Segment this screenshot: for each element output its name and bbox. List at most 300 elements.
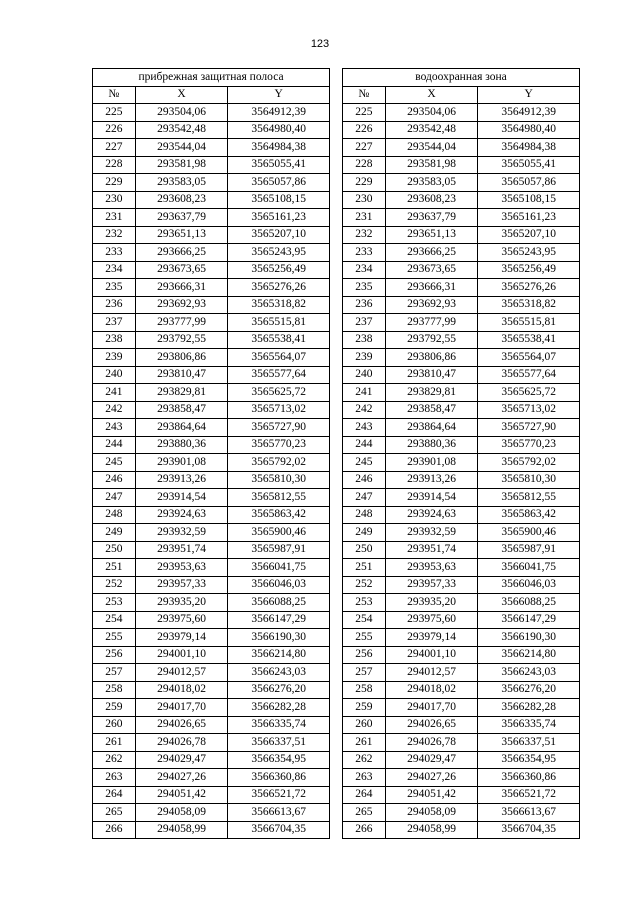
cell-y: 3565276,26 — [228, 279, 330, 297]
table-title: водоохранная зона — [343, 69, 580, 87]
cell-x: 294001,10 — [385, 646, 478, 664]
table-row — [93, 804, 330, 822]
cell-number: 231 — [343, 209, 386, 227]
cell-y: 3565057,86 — [228, 174, 330, 192]
table-row — [343, 436, 580, 454]
cell-y: 3565812,55 — [478, 489, 580, 507]
cell-y: 3565538,41 — [228, 331, 330, 349]
table-row — [93, 629, 330, 647]
table-row — [93, 454, 330, 472]
cell-number: 254 — [343, 611, 386, 629]
cell-x: 293608,23 — [135, 191, 228, 209]
cell-x: 293666,31 — [385, 279, 478, 297]
cell-number: 252 — [93, 576, 136, 594]
cell-y: 3564984,38 — [228, 139, 330, 157]
table-row — [343, 209, 580, 227]
cell-number: 257 — [93, 664, 136, 682]
table-row — [343, 244, 580, 262]
cell-number: 244 — [343, 436, 386, 454]
table-row — [93, 786, 330, 804]
cell-y: 3565207,10 — [228, 226, 330, 244]
cell-y: 3566243,03 — [228, 664, 330, 682]
table-row — [93, 576, 330, 594]
table-row — [93, 366, 330, 384]
cell-y: 3565713,02 — [228, 401, 330, 419]
cell-number: 260 — [93, 716, 136, 734]
cell-y: 3564912,39 — [478, 104, 580, 122]
cell-x: 293829,81 — [385, 384, 478, 402]
cell-y: 3565792,02 — [478, 454, 580, 472]
cell-number: 253 — [343, 594, 386, 612]
cell-y: 3566041,75 — [228, 559, 330, 577]
cell-x: 293544,04 — [135, 139, 228, 157]
cell-number: 232 — [343, 226, 386, 244]
cell-x: 294026,78 — [135, 734, 228, 752]
cell-number: 227 — [343, 139, 386, 157]
cell-y: 3565810,30 — [228, 471, 330, 489]
table-row — [343, 191, 580, 209]
cell-x: 293913,26 — [135, 471, 228, 489]
cell-number: 246 — [343, 471, 386, 489]
cell-x: 293792,55 — [385, 331, 478, 349]
cell-y: 3565812,55 — [228, 489, 330, 507]
cell-x: 294026,65 — [135, 716, 228, 734]
cell-y: 3566704,35 — [478, 821, 580, 839]
cell-y: 3566243,03 — [478, 664, 580, 682]
cell-y: 3566613,67 — [228, 804, 330, 822]
table-body — [343, 104, 580, 839]
table-row — [343, 471, 580, 489]
table-row — [343, 786, 580, 804]
cell-y: 3566190,30 — [228, 629, 330, 647]
cell-y: 3565515,81 — [228, 314, 330, 332]
cell-y: 3565256,49 — [478, 261, 580, 279]
cell-x: 293932,59 — [135, 524, 228, 542]
table-row — [343, 664, 580, 682]
table-row — [343, 646, 580, 664]
cell-y: 3566521,72 — [228, 786, 330, 804]
cell-number: 240 — [93, 366, 136, 384]
cell-x: 293864,64 — [135, 419, 228, 437]
table-row — [93, 209, 330, 227]
table-row — [93, 524, 330, 542]
table-row — [343, 384, 580, 402]
cell-y: 3565564,07 — [478, 349, 580, 367]
table-row — [93, 384, 330, 402]
cell-y: 3565055,41 — [228, 156, 330, 174]
cell-x: 293957,33 — [385, 576, 478, 594]
cell-number: 233 — [93, 244, 136, 262]
cell-y: 3565863,42 — [228, 506, 330, 524]
table-row — [93, 699, 330, 717]
cell-x: 293651,13 — [135, 226, 228, 244]
table-row — [343, 506, 580, 524]
cell-y: 3565863,42 — [478, 506, 580, 524]
cell-y: 3566282,28 — [228, 699, 330, 717]
cell-y: 3565792,02 — [228, 454, 330, 472]
cell-x: 293581,98 — [385, 156, 478, 174]
cell-y: 3566088,25 — [478, 594, 580, 612]
table-row — [93, 646, 330, 664]
cell-y: 3566190,30 — [478, 629, 580, 647]
cell-number: 247 — [93, 489, 136, 507]
cell-number: 228 — [93, 156, 136, 174]
cell-number: 256 — [343, 646, 386, 664]
cell-y: 3565727,90 — [228, 419, 330, 437]
cell-x: 293979,14 — [135, 629, 228, 647]
cell-x: 293777,99 — [385, 314, 478, 332]
cell-number: 242 — [93, 401, 136, 419]
table-row — [93, 471, 330, 489]
cell-number: 252 — [343, 576, 386, 594]
table-row — [93, 611, 330, 629]
cell-number: 262 — [343, 751, 386, 769]
table-row — [93, 419, 330, 437]
cell-y: 3565057,86 — [478, 174, 580, 192]
table-row — [343, 559, 580, 577]
cell-number: 250 — [93, 541, 136, 559]
cell-y: 3565770,23 — [478, 436, 580, 454]
cell-y: 3565515,81 — [478, 314, 580, 332]
table-row — [93, 734, 330, 752]
cell-number: 248 — [343, 506, 386, 524]
column-header-x: X — [385, 86, 478, 104]
cell-y: 3565276,26 — [478, 279, 580, 297]
cell-y: 3566276,20 — [478, 681, 580, 699]
table-body — [93, 104, 330, 839]
cell-y: 3566335,74 — [228, 716, 330, 734]
table-row — [93, 541, 330, 559]
table-row — [93, 594, 330, 612]
cell-number: 237 — [343, 314, 386, 332]
table-row — [93, 191, 330, 209]
cell-x: 294018,02 — [385, 681, 478, 699]
table-row — [343, 734, 580, 752]
cell-x: 294058,09 — [135, 804, 228, 822]
table-row — [343, 489, 580, 507]
cell-number: 259 — [343, 699, 386, 717]
table-row — [93, 716, 330, 734]
table-row — [343, 139, 580, 157]
table-row — [343, 121, 580, 139]
table-row — [93, 174, 330, 192]
cell-number: 225 — [93, 104, 136, 122]
cell-number: 244 — [93, 436, 136, 454]
cell-y: 3565577,64 — [478, 366, 580, 384]
cell-y: 3565900,46 — [478, 524, 580, 542]
cell-x: 293914,54 — [385, 489, 478, 507]
cell-number: 263 — [93, 769, 136, 787]
table-row — [343, 524, 580, 542]
cell-y: 3566046,03 — [478, 576, 580, 594]
cell-number: 239 — [343, 349, 386, 367]
cell-x: 293666,25 — [135, 244, 228, 262]
table-row — [343, 296, 580, 314]
cell-x: 293979,14 — [385, 629, 478, 647]
table-row — [93, 156, 330, 174]
cell-number: 251 — [343, 559, 386, 577]
cell-y: 3566360,86 — [228, 769, 330, 787]
cell-number: 235 — [343, 279, 386, 297]
cell-number: 253 — [93, 594, 136, 612]
cell-number: 261 — [343, 734, 386, 752]
table-row — [93, 226, 330, 244]
cell-number: 231 — [93, 209, 136, 227]
cell-y: 3565207,10 — [478, 226, 580, 244]
cell-number: 230 — [93, 191, 136, 209]
table-row — [93, 436, 330, 454]
page-number: 123 — [310, 38, 330, 50]
cell-number: 246 — [93, 471, 136, 489]
cell-y: 3565108,15 — [478, 191, 580, 209]
table-row — [93, 121, 330, 139]
cell-number: 258 — [93, 681, 136, 699]
cell-number: 240 — [343, 366, 386, 384]
table-row — [343, 331, 580, 349]
cell-number: 261 — [93, 734, 136, 752]
cell-x: 293810,47 — [135, 366, 228, 384]
cell-x: 293953,63 — [385, 559, 478, 577]
cell-number: 242 — [343, 401, 386, 419]
cell-x: 293864,64 — [385, 419, 478, 437]
cell-y: 3565108,15 — [228, 191, 330, 209]
cell-x: 294026,78 — [385, 734, 478, 752]
cell-x: 293673,65 — [135, 261, 228, 279]
cell-y: 3565625,72 — [228, 384, 330, 402]
cell-y: 3566337,51 — [478, 734, 580, 752]
cell-number: 232 — [93, 226, 136, 244]
cell-x: 293951,74 — [385, 541, 478, 559]
cell-y: 3565256,49 — [228, 261, 330, 279]
cell-x: 293858,47 — [385, 401, 478, 419]
cell-number: 238 — [93, 331, 136, 349]
cell-y: 3566214,80 — [228, 646, 330, 664]
cell-number: 239 — [93, 349, 136, 367]
cell-x: 294029,47 — [135, 751, 228, 769]
cell-number: 234 — [343, 261, 386, 279]
cell-number: 250 — [343, 541, 386, 559]
cell-y: 3566354,95 — [228, 751, 330, 769]
cell-y: 3566360,86 — [478, 769, 580, 787]
cell-number: 226 — [93, 121, 136, 139]
cell-y: 3566147,29 — [478, 611, 580, 629]
cell-x: 293901,08 — [135, 454, 228, 472]
cell-y: 3564980,40 — [478, 121, 580, 139]
cell-number: 243 — [93, 419, 136, 437]
table-row — [93, 331, 330, 349]
cell-number: 266 — [93, 821, 136, 839]
table-row — [343, 279, 580, 297]
table-row — [93, 349, 330, 367]
cell-y: 3565243,95 — [478, 244, 580, 262]
cell-number: 241 — [93, 384, 136, 402]
cell-x: 293637,79 — [135, 209, 228, 227]
cell-x: 294018,02 — [135, 681, 228, 699]
cell-number: 263 — [343, 769, 386, 787]
cell-number: 234 — [93, 261, 136, 279]
column-header-y: Y — [228, 86, 330, 104]
cell-y: 3565727,90 — [478, 419, 580, 437]
cell-x: 293810,47 — [385, 366, 478, 384]
cell-y: 3566088,25 — [228, 594, 330, 612]
cell-x: 294017,70 — [135, 699, 228, 717]
cell-y: 3565318,82 — [478, 296, 580, 314]
cell-x: 293583,05 — [135, 174, 228, 192]
column-header-number: № — [343, 86, 386, 104]
cell-number: 230 — [343, 191, 386, 209]
cell-x: 294017,70 — [385, 699, 478, 717]
cell-x: 293957,33 — [135, 576, 228, 594]
cell-x: 293951,74 — [135, 541, 228, 559]
table-row — [93, 401, 330, 419]
cell-x: 293504,06 — [385, 104, 478, 122]
cell-x: 294051,42 — [385, 786, 478, 804]
cell-number: 237 — [93, 314, 136, 332]
cell-number: 235 — [93, 279, 136, 297]
cell-x: 294012,57 — [135, 664, 228, 682]
cell-x: 293673,65 — [385, 261, 478, 279]
cell-y: 3565713,02 — [478, 401, 580, 419]
cell-y: 3565625,72 — [478, 384, 580, 402]
cell-x: 294051,42 — [135, 786, 228, 804]
cell-number: 265 — [93, 804, 136, 822]
table-row — [93, 279, 330, 297]
cell-x: 293692,93 — [135, 296, 228, 314]
cell-x: 293666,31 — [135, 279, 228, 297]
cell-number: 262 — [93, 751, 136, 769]
cell-x: 293651,13 — [385, 226, 478, 244]
cell-x: 294029,47 — [385, 751, 478, 769]
table-row — [343, 751, 580, 769]
cell-number: 256 — [93, 646, 136, 664]
cell-x: 294012,57 — [385, 664, 478, 682]
cell-y: 3566704,35 — [228, 821, 330, 839]
cell-x: 294058,99 — [385, 821, 478, 839]
table-row — [343, 699, 580, 717]
table-row — [343, 226, 580, 244]
table-row — [93, 751, 330, 769]
cell-x: 293953,63 — [135, 559, 228, 577]
cell-y: 3566521,72 — [478, 786, 580, 804]
cell-number: 265 — [343, 804, 386, 822]
cell-y: 3565538,41 — [478, 331, 580, 349]
cell-y: 3565161,23 — [478, 209, 580, 227]
table-row — [343, 156, 580, 174]
table-coastal-protective-strip — [92, 68, 330, 839]
cell-number: 226 — [343, 121, 386, 139]
table-row — [93, 664, 330, 682]
cell-y: 3565564,07 — [228, 349, 330, 367]
cell-number: 245 — [343, 454, 386, 472]
cell-x: 294027,26 — [385, 769, 478, 787]
cell-number: 257 — [343, 664, 386, 682]
cell-number: 254 — [93, 611, 136, 629]
cell-y: 3565810,30 — [478, 471, 580, 489]
cell-number: 228 — [343, 156, 386, 174]
cell-number: 255 — [343, 629, 386, 647]
table-row — [343, 174, 580, 192]
cell-number: 251 — [93, 559, 136, 577]
cell-x: 293581,98 — [135, 156, 228, 174]
table-row — [343, 401, 580, 419]
cell-x: 293542,48 — [385, 121, 478, 139]
table-row — [343, 314, 580, 332]
cell-x: 293924,63 — [135, 506, 228, 524]
table-row — [93, 821, 330, 839]
cell-number: 266 — [343, 821, 386, 839]
cell-number: 247 — [343, 489, 386, 507]
cell-y: 3565770,23 — [228, 436, 330, 454]
cell-x: 293637,79 — [385, 209, 478, 227]
cell-number: 258 — [343, 681, 386, 699]
table-row — [93, 261, 330, 279]
table-row — [343, 419, 580, 437]
cell-x: 293792,55 — [135, 331, 228, 349]
cell-x: 293913,26 — [385, 471, 478, 489]
cell-number: 236 — [93, 296, 136, 314]
cell-y: 3566046,03 — [228, 576, 330, 594]
cell-number: 249 — [93, 524, 136, 542]
cell-number: 225 — [343, 104, 386, 122]
table-row — [343, 629, 580, 647]
cell-y: 3566337,51 — [228, 734, 330, 752]
cell-y: 3565161,23 — [228, 209, 330, 227]
table-row — [343, 821, 580, 839]
cell-x: 293935,20 — [135, 594, 228, 612]
table-row — [343, 104, 580, 122]
cell-x: 293829,81 — [135, 384, 228, 402]
cell-y: 3566282,28 — [478, 699, 580, 717]
cell-x: 294001,10 — [135, 646, 228, 664]
table-row — [343, 716, 580, 734]
cell-y: 3566147,29 — [228, 611, 330, 629]
table-row — [93, 314, 330, 332]
cell-y: 3566354,95 — [478, 751, 580, 769]
cell-number: 233 — [343, 244, 386, 262]
table-row — [343, 366, 580, 384]
cell-number: 229 — [93, 174, 136, 192]
table-row — [343, 349, 580, 367]
table-row — [93, 139, 330, 157]
cell-x: 293692,93 — [385, 296, 478, 314]
cell-y: 3566276,20 — [228, 681, 330, 699]
cell-x: 293975,60 — [385, 611, 478, 629]
cell-y: 3565987,91 — [228, 541, 330, 559]
table-row — [343, 681, 580, 699]
cell-number: 255 — [93, 629, 136, 647]
cell-number: 229 — [343, 174, 386, 192]
table-row — [343, 576, 580, 594]
cell-x: 293932,59 — [385, 524, 478, 542]
table-row — [343, 454, 580, 472]
cell-number: 249 — [343, 524, 386, 542]
cell-x: 293583,05 — [385, 174, 478, 192]
cell-number: 264 — [343, 786, 386, 804]
cell-x: 294027,26 — [135, 769, 228, 787]
table-row — [93, 769, 330, 787]
table-row — [343, 541, 580, 559]
cell-x: 293504,06 — [135, 104, 228, 122]
cell-y: 3564980,40 — [228, 121, 330, 139]
cell-x: 293880,36 — [135, 436, 228, 454]
table-row — [343, 594, 580, 612]
cell-y: 3566041,75 — [478, 559, 580, 577]
cell-x: 293777,99 — [135, 314, 228, 332]
cell-y: 3565243,95 — [228, 244, 330, 262]
cell-number: 245 — [93, 454, 136, 472]
column-header-y: Y — [478, 86, 580, 104]
cell-y: 3565318,82 — [228, 296, 330, 314]
